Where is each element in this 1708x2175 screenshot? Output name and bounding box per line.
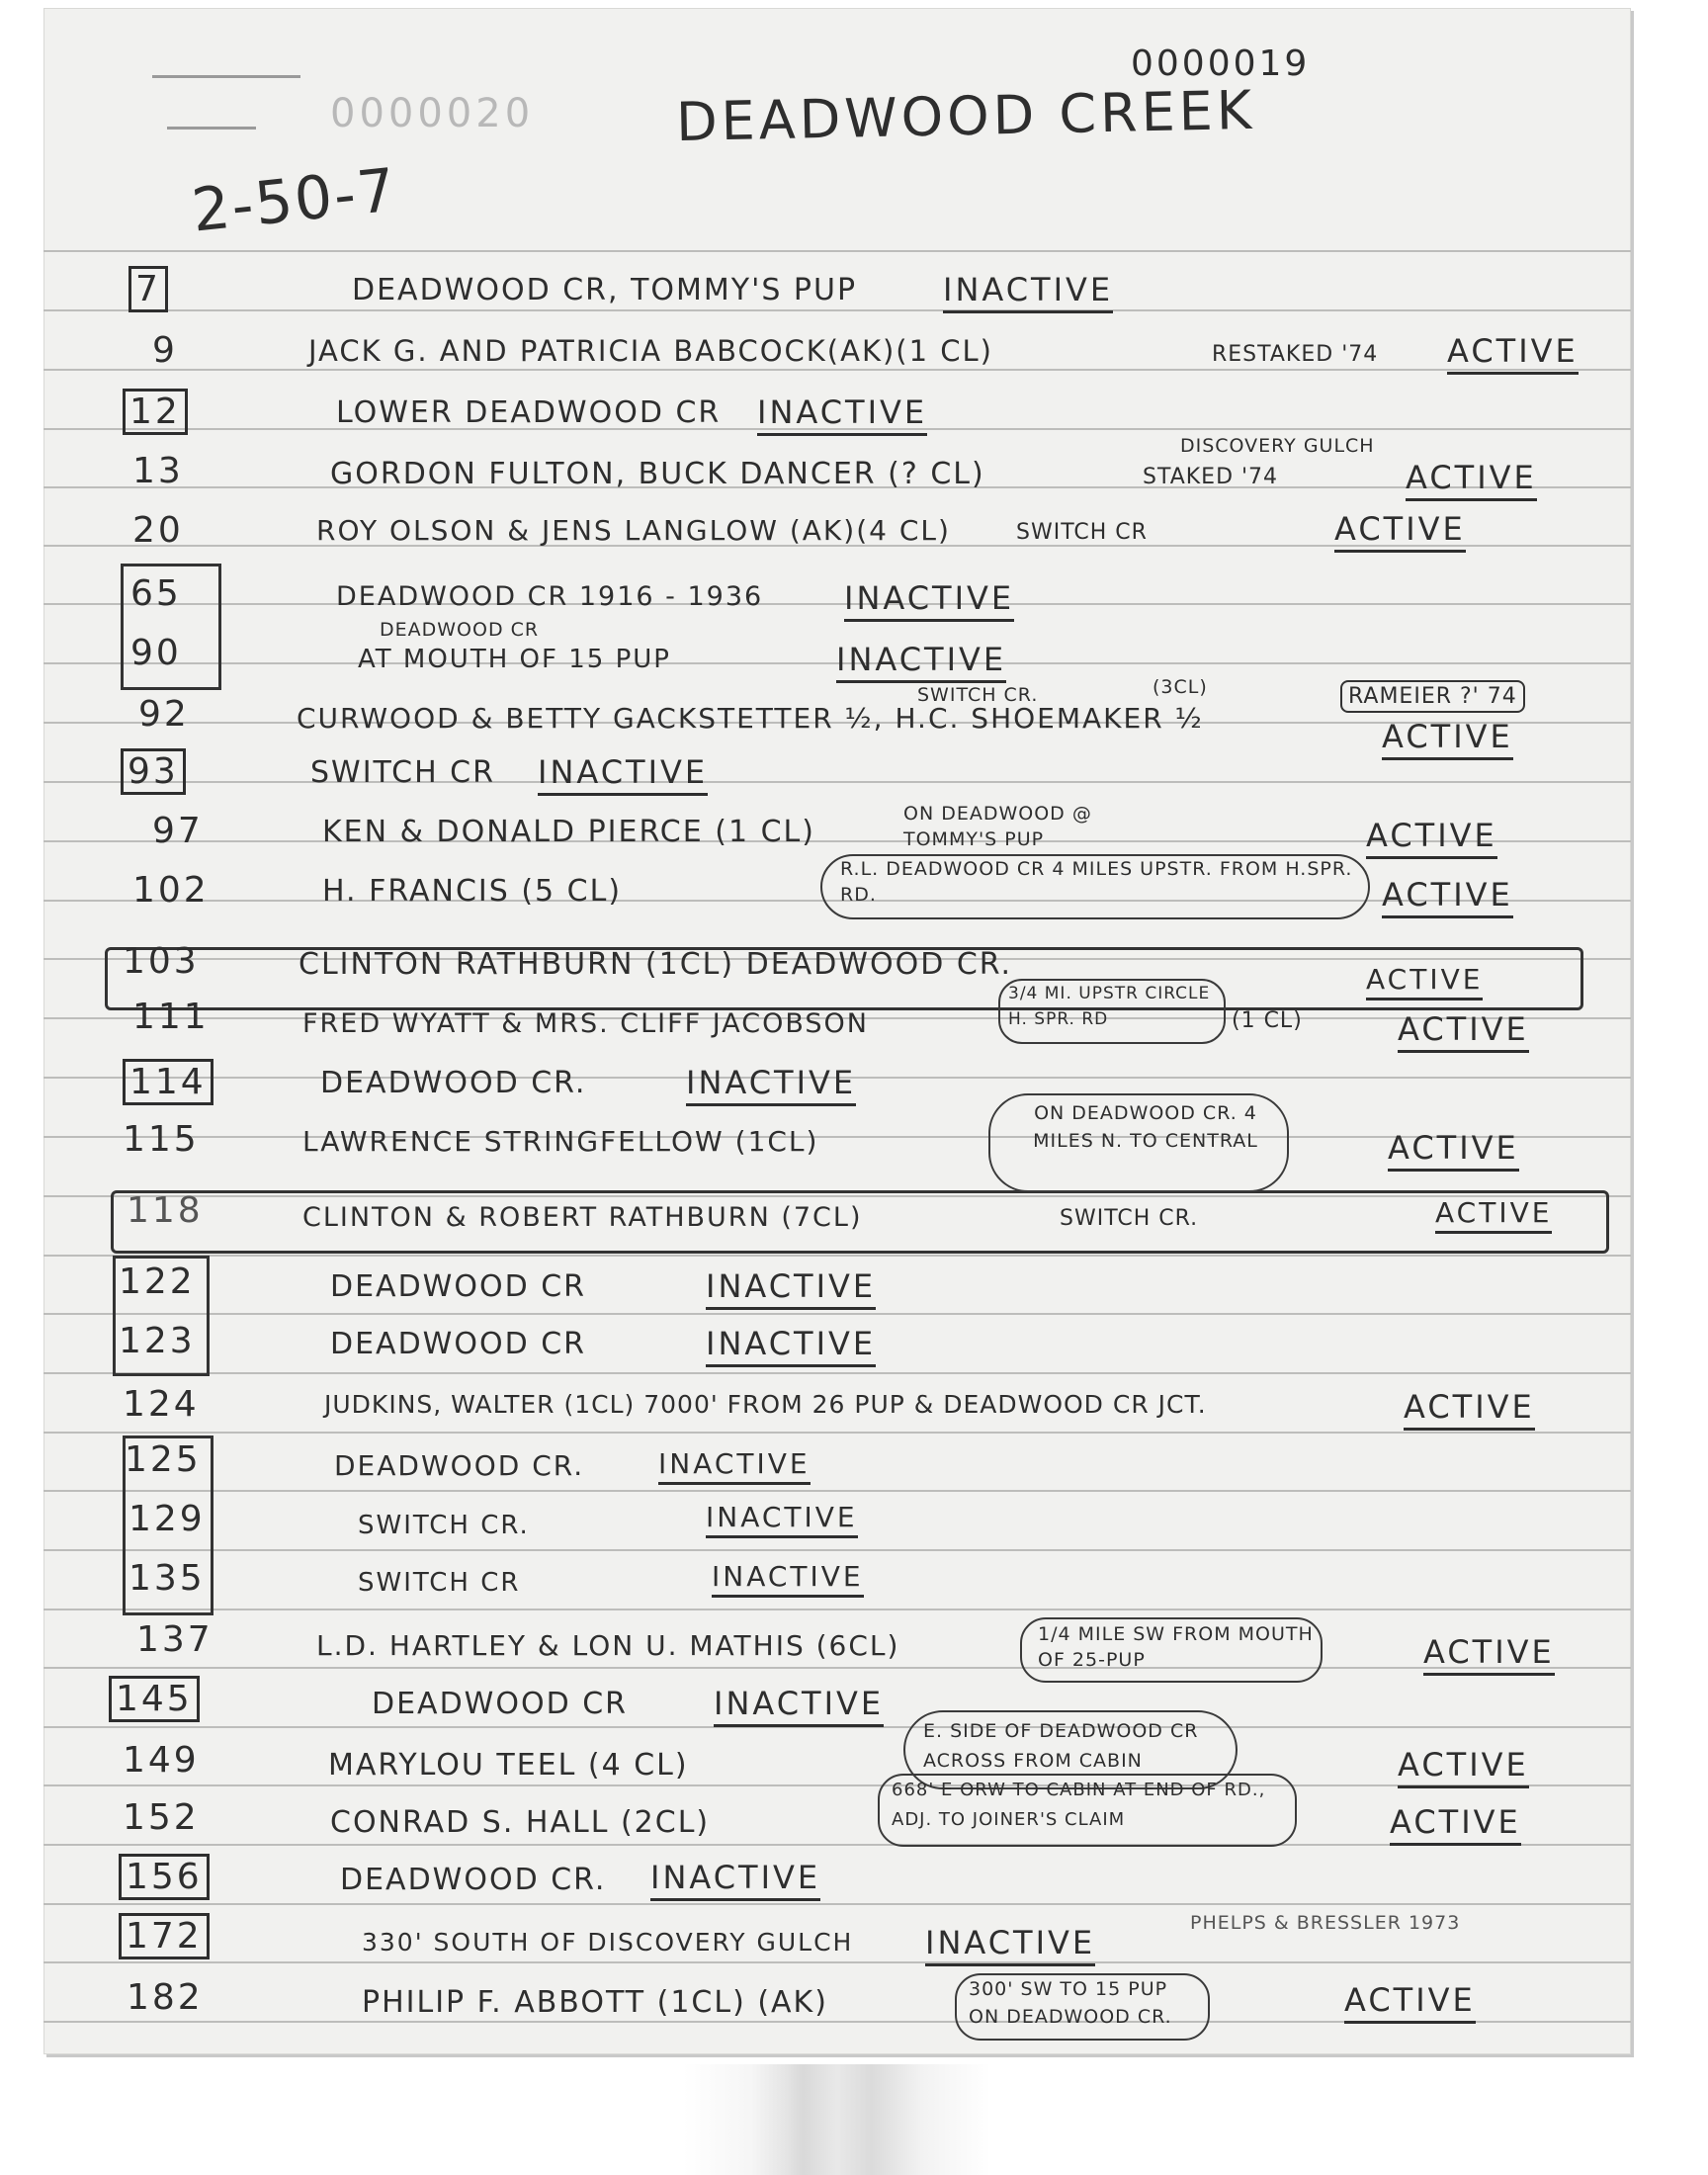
entry-note: R.L. DEADWOOD CR 4 MILES UPSTR. FROM H.SPR. RD. [840,858,1353,906]
ruled-line [43,1432,1631,1434]
entry-number: 118 [127,1190,204,1231]
status-active: ACTIVE [1382,718,1513,760]
entry-description: FRED WYATT & MRS. CLIFF JACOBSON [302,1008,870,1039]
entry-note-claims: (3CL) [1153,676,1208,698]
ruled-line [43,1903,1631,1905]
entry-number: 149 [123,1740,200,1781]
entry-note-claims: (1 CL) [1232,1008,1303,1033]
status-inactive: INACTIVE [844,579,1014,622]
status-active: ACTIVE [1366,817,1497,859]
entry-description-top: DEADWOOD CR [380,619,540,641]
status-active: ACTIVE [1406,459,1537,501]
entry-note: 668' E ORW TO CABIN AT END OF RD., ADJ. TO JOINER'S CLAIM [892,1780,1266,1830]
entry-description: DEADWOOD CR [330,1269,586,1304]
status-inactive: INACTIVE [686,1064,856,1106]
entry-number: 125 [125,1439,202,1480]
entry-description: AT MOUTH OF 15 PUP [358,645,671,674]
file-reference: 2-50-7 [188,155,401,246]
status-active: ACTIVE [1398,1010,1529,1053]
status-inactive: INACTIVE [943,271,1113,313]
status-inactive: INACTIVE [706,1501,858,1538]
entry-number: 123 [119,1321,196,1361]
entry-description: CONRAD S. HALL (2CL) [330,1805,711,1840]
status-active: ACTIVE [1366,963,1483,1000]
entry-number: 9 [152,330,178,371]
status-active: ACTIVE [1388,1129,1519,1172]
entry-number: 152 [123,1797,200,1838]
ruled-line [43,250,1631,252]
entry-number: 115 [123,1119,200,1160]
status-inactive: INACTIVE [650,1859,820,1901]
status-active: ACTIVE [1344,1981,1476,2024]
entry-number: 20 [132,510,184,551]
status-active: ACTIVE [1404,1388,1535,1431]
lined-paper-sheet [43,8,1631,2054]
ruled-line [43,1313,1631,1315]
status-active: ACTIVE [1398,1746,1529,1788]
entry-number: 92 [138,694,190,735]
entry-number: 7 [128,267,168,312]
entry-number: 111 [132,997,210,1037]
status-inactive: INACTIVE [925,1924,1095,1966]
status-inactive: INACTIVE [706,1325,876,1367]
entry-description: L.D. HARTLEY & LON U. MATHIS (6CL) [316,1629,900,1662]
entry-description: SWITCH CR [310,755,495,790]
entry-number: 129 [128,1499,206,1539]
ruled-line [43,1667,1631,1669]
ruled-line [43,1490,1631,1492]
entry-note: SWITCH CR. [1060,1206,1199,1231]
status-active: ACTIVE [1382,876,1513,918]
entry-note: RESTAKED '74 [1212,342,1379,367]
entry-description: DEADWOOD CR. [340,1863,607,1897]
pencil-stroke [167,127,256,130]
entry-note-top: SWITCH CR. [917,684,1039,706]
entry-description: MARYLOU TEEL (4 CL) [328,1748,689,1783]
status-inactive: INACTIVE [538,753,708,796]
entry-number: 13 [132,451,184,491]
entry-note: SWITCH CR [1016,520,1148,545]
entry-number: 90 [130,633,182,673]
entry-note: 1/4 MILE SW FROM MOUTH OF 25-PUP [1038,1623,1314,1671]
entry-note-box: RAMEIER ?' 74 [1340,680,1525,713]
ruled-line [43,1784,1631,1786]
ruled-line [43,781,1631,783]
entry-description: ROY OLSON & JENS LANGLOW (AK)(4 CL) [316,514,951,547]
entry-number: 172 [119,1914,210,1959]
status-active: ACTIVE [1334,510,1466,553]
pencil-stroke [152,75,300,78]
entry-description: JUDKINS, WALTER (1CL) 7000' FROM 26 PUP & DEADWOOD CR JCT. [324,1390,1207,1419]
entry-description: CURWOOD & BETTY GACKSTETTER ½, H.C. SHOEMAKER ½ [297,702,1204,735]
entry-number: 65 [130,573,182,614]
entry-number: 137 [136,1619,214,1660]
entry-number: 122 [119,1262,196,1302]
entry-number: 102 [132,870,210,911]
entry-note: ON DEADWOOD CR. 4 MILES N. TO CENTRAL [1033,1102,1258,1152]
entry-description: SWITCH CR [358,1568,521,1598]
entry-number: 182 [127,1977,204,2018]
ruled-line [43,1609,1631,1610]
entry-note: 300' SW TO 15 PUP ON DEADWOOD CR. [969,1978,1172,2028]
ruled-line [43,1372,1631,1374]
ruled-line [43,309,1631,311]
entry-description: DEADWOOD CR 1916 - 1936 [336,581,764,612]
entry-description: DEADWOOD CR, TOMMY'S PUP [352,273,858,307]
entry-description: KEN & DONALD PIERCE (1 CL) [322,815,815,849]
status-inactive: INACTIVE [706,1267,876,1310]
page-title: DEADWOOD CREEK [675,78,1256,154]
status-active: ACTIVE [1423,1633,1555,1676]
page-number: 0000019 [1131,44,1311,84]
entry-description: JACK G. AND PATRICIA BABCOCK(AK)(1 CL) [308,334,993,368]
faint-page-number: 0000020 [330,91,535,136]
ruled-line [43,1961,1631,1963]
entry-note: 3/4 MI. UPSTR CIRCLE H. SPR. RD [1008,984,1211,1029]
entry-note: ON DEADWOOD @ TOMMY'S PUP [903,803,1092,850]
entry-note: STAKED '74 [1143,465,1279,489]
entry-number: 114 [123,1060,214,1105]
entry-note: E. SIDE OF DEADWOOD CR ACROSS FROM CABIN [923,1720,1199,1772]
scan-artifact [0,2064,1708,2175]
entry-description: LOWER DEADWOOD CR [336,395,722,430]
entry-description: GORDON FULTON, BUCK DANCER (? CL) [330,457,985,491]
entry-number: 12 [123,390,188,435]
entry-description: CLINTON RATHBURN (1CL) DEADWOOD CR. [299,947,1013,982]
entry-number: 145 [109,1677,200,1722]
status-active: ACTIVE [1435,1196,1552,1234]
ruled-line [43,369,1631,371]
entry-description: CLINTON & ROBERT RATHBURN (7CL) [302,1202,863,1233]
entry-description: LAWRENCE STRINGFELLOW (1CL) [302,1125,819,1158]
entry-number: 103 [123,941,200,982]
entry-description: SWITCH CR. [358,1511,530,1540]
entry-number: 135 [128,1558,206,1599]
entry-description: DEADWOOD CR. [320,1066,587,1100]
entry-description: DEADWOOD CR. [334,1449,585,1482]
entry-description: 330' SOUTH OF DISCOVERY GULCH [362,1928,854,1957]
status-inactive: INACTIVE [712,1560,864,1598]
status-inactive: INACTIVE [757,393,927,436]
entry-number: 156 [119,1855,210,1900]
ruled-line [43,1549,1631,1551]
entry-number: 97 [152,811,204,851]
ruled-line [43,1255,1631,1257]
entry-description: PHILIP F. ABBOTT (1CL) (AK) [362,1985,828,2020]
entry-note-top: PHELPS & BRESSLER 1973 [1190,1912,1461,1934]
entry-description: H. FRANCIS (5 CL) [322,874,623,909]
entry-number: 93 [121,749,186,795]
entry-note-top: DISCOVERY GULCH [1180,435,1375,457]
entry-description: DEADWOOD CR [330,1327,586,1361]
entry-number: 124 [123,1384,200,1425]
status-inactive: INACTIVE [714,1685,884,1727]
status-inactive: INACTIVE [658,1447,811,1485]
status-inactive: INACTIVE [836,641,1006,683]
ruled-line [43,603,1631,605]
status-active: ACTIVE [1447,332,1579,375]
entry-description: DEADWOOD CR [372,1687,628,1721]
status-active: ACTIVE [1390,1803,1521,1846]
